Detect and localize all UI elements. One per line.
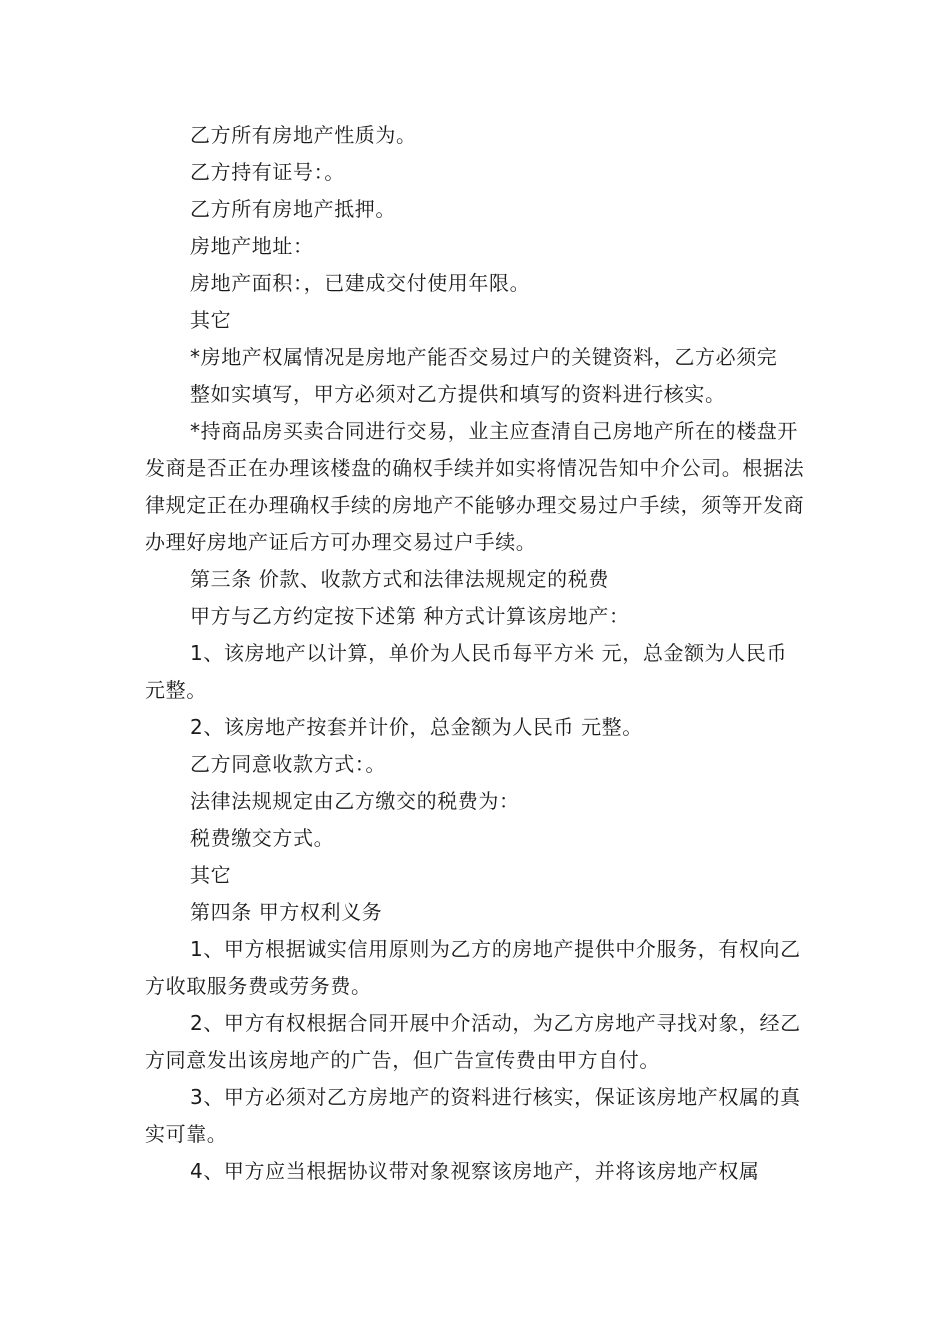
paragraph-party-a-1: 1、甲方根据诚实信用原则为乙方的房地产提供中介服务，有权向乙方收取服务费或劳务费。 xyxy=(145,937,801,998)
paragraph-mortgage: 乙方所有房地产抵押。 xyxy=(190,197,396,221)
paragraph-note-commercial: *持商品房买卖合同进行交易，业主应查清自己房地产所在的楼盘开发商是否正在办理该楼盘的确权手续并如实将情况告知中介公司。根据法律规定正在办理确权手续的房地产不能够办理交易过户手续，须等开发商办理好房地产证后方可办理交易过户手续。 xyxy=(145,419,805,554)
paragraph-pricing-2: 2、该房地产按套并计价，总金额为人民币 元整。 xyxy=(190,715,643,739)
paragraph-party-a-2: 2、甲方有权根据合同开展中介活动，为乙方房地产寻找对象，经乙方同意发出该房地产的广告，但广告宣传费由甲方自付。 xyxy=(145,1011,801,1072)
paragraph-party-a-3: 3、甲方必须对乙方房地产的资料进行核实，保证该房地产权属的真实可靠。 xyxy=(145,1085,801,1146)
paragraph-pricing-1: 1、该房地产以计算，单价为人民币每平方米 元，总金额为人民币 元整。 xyxy=(145,641,788,702)
paragraph-address: 房地产地址： xyxy=(190,234,314,258)
paragraph-property-nature: 乙方所有房地产性质为。 xyxy=(190,123,417,147)
section-heading-article-4: 第四条 甲方权利义务 xyxy=(190,900,383,924)
paragraph-tax-payment: 税费缴交方式。 xyxy=(190,826,335,850)
paragraph-taxes: 法律法规规定由乙方缴交的税费为： xyxy=(190,789,520,813)
paragraph-area: 房地产面积：，已建成交付使用年限。 xyxy=(190,271,531,295)
paragraph-note-ownership-cont: 整如实填写，甲方必须对乙方提供和填写的资料进行核实。 xyxy=(190,382,726,406)
paragraph-pricing-method: 甲方与乙方约定按下述第 种方式计算该房地产： xyxy=(190,604,630,628)
paragraph-party-a-4: 4、甲方应当根据协议带对象视察该房地产，并将该房地产权属 xyxy=(190,1159,760,1183)
paragraph-other-2: 其它 xyxy=(190,863,232,887)
contract-body xyxy=(145,117,810,1190)
paragraph-other-1: 其它 xyxy=(190,308,232,332)
paragraph-payment-method: 乙方同意收款方式：。 xyxy=(190,752,386,776)
paragraph-certificate-number: 乙方持有证号：。 xyxy=(190,160,345,184)
section-heading-article-3: 第三条 价款、收款方式和法律法规规定的税费 xyxy=(190,567,609,591)
paragraph-note-ownership: *房地产权属情况是房地产能否交易过户的关键资料，乙方必须完 xyxy=(190,345,778,369)
